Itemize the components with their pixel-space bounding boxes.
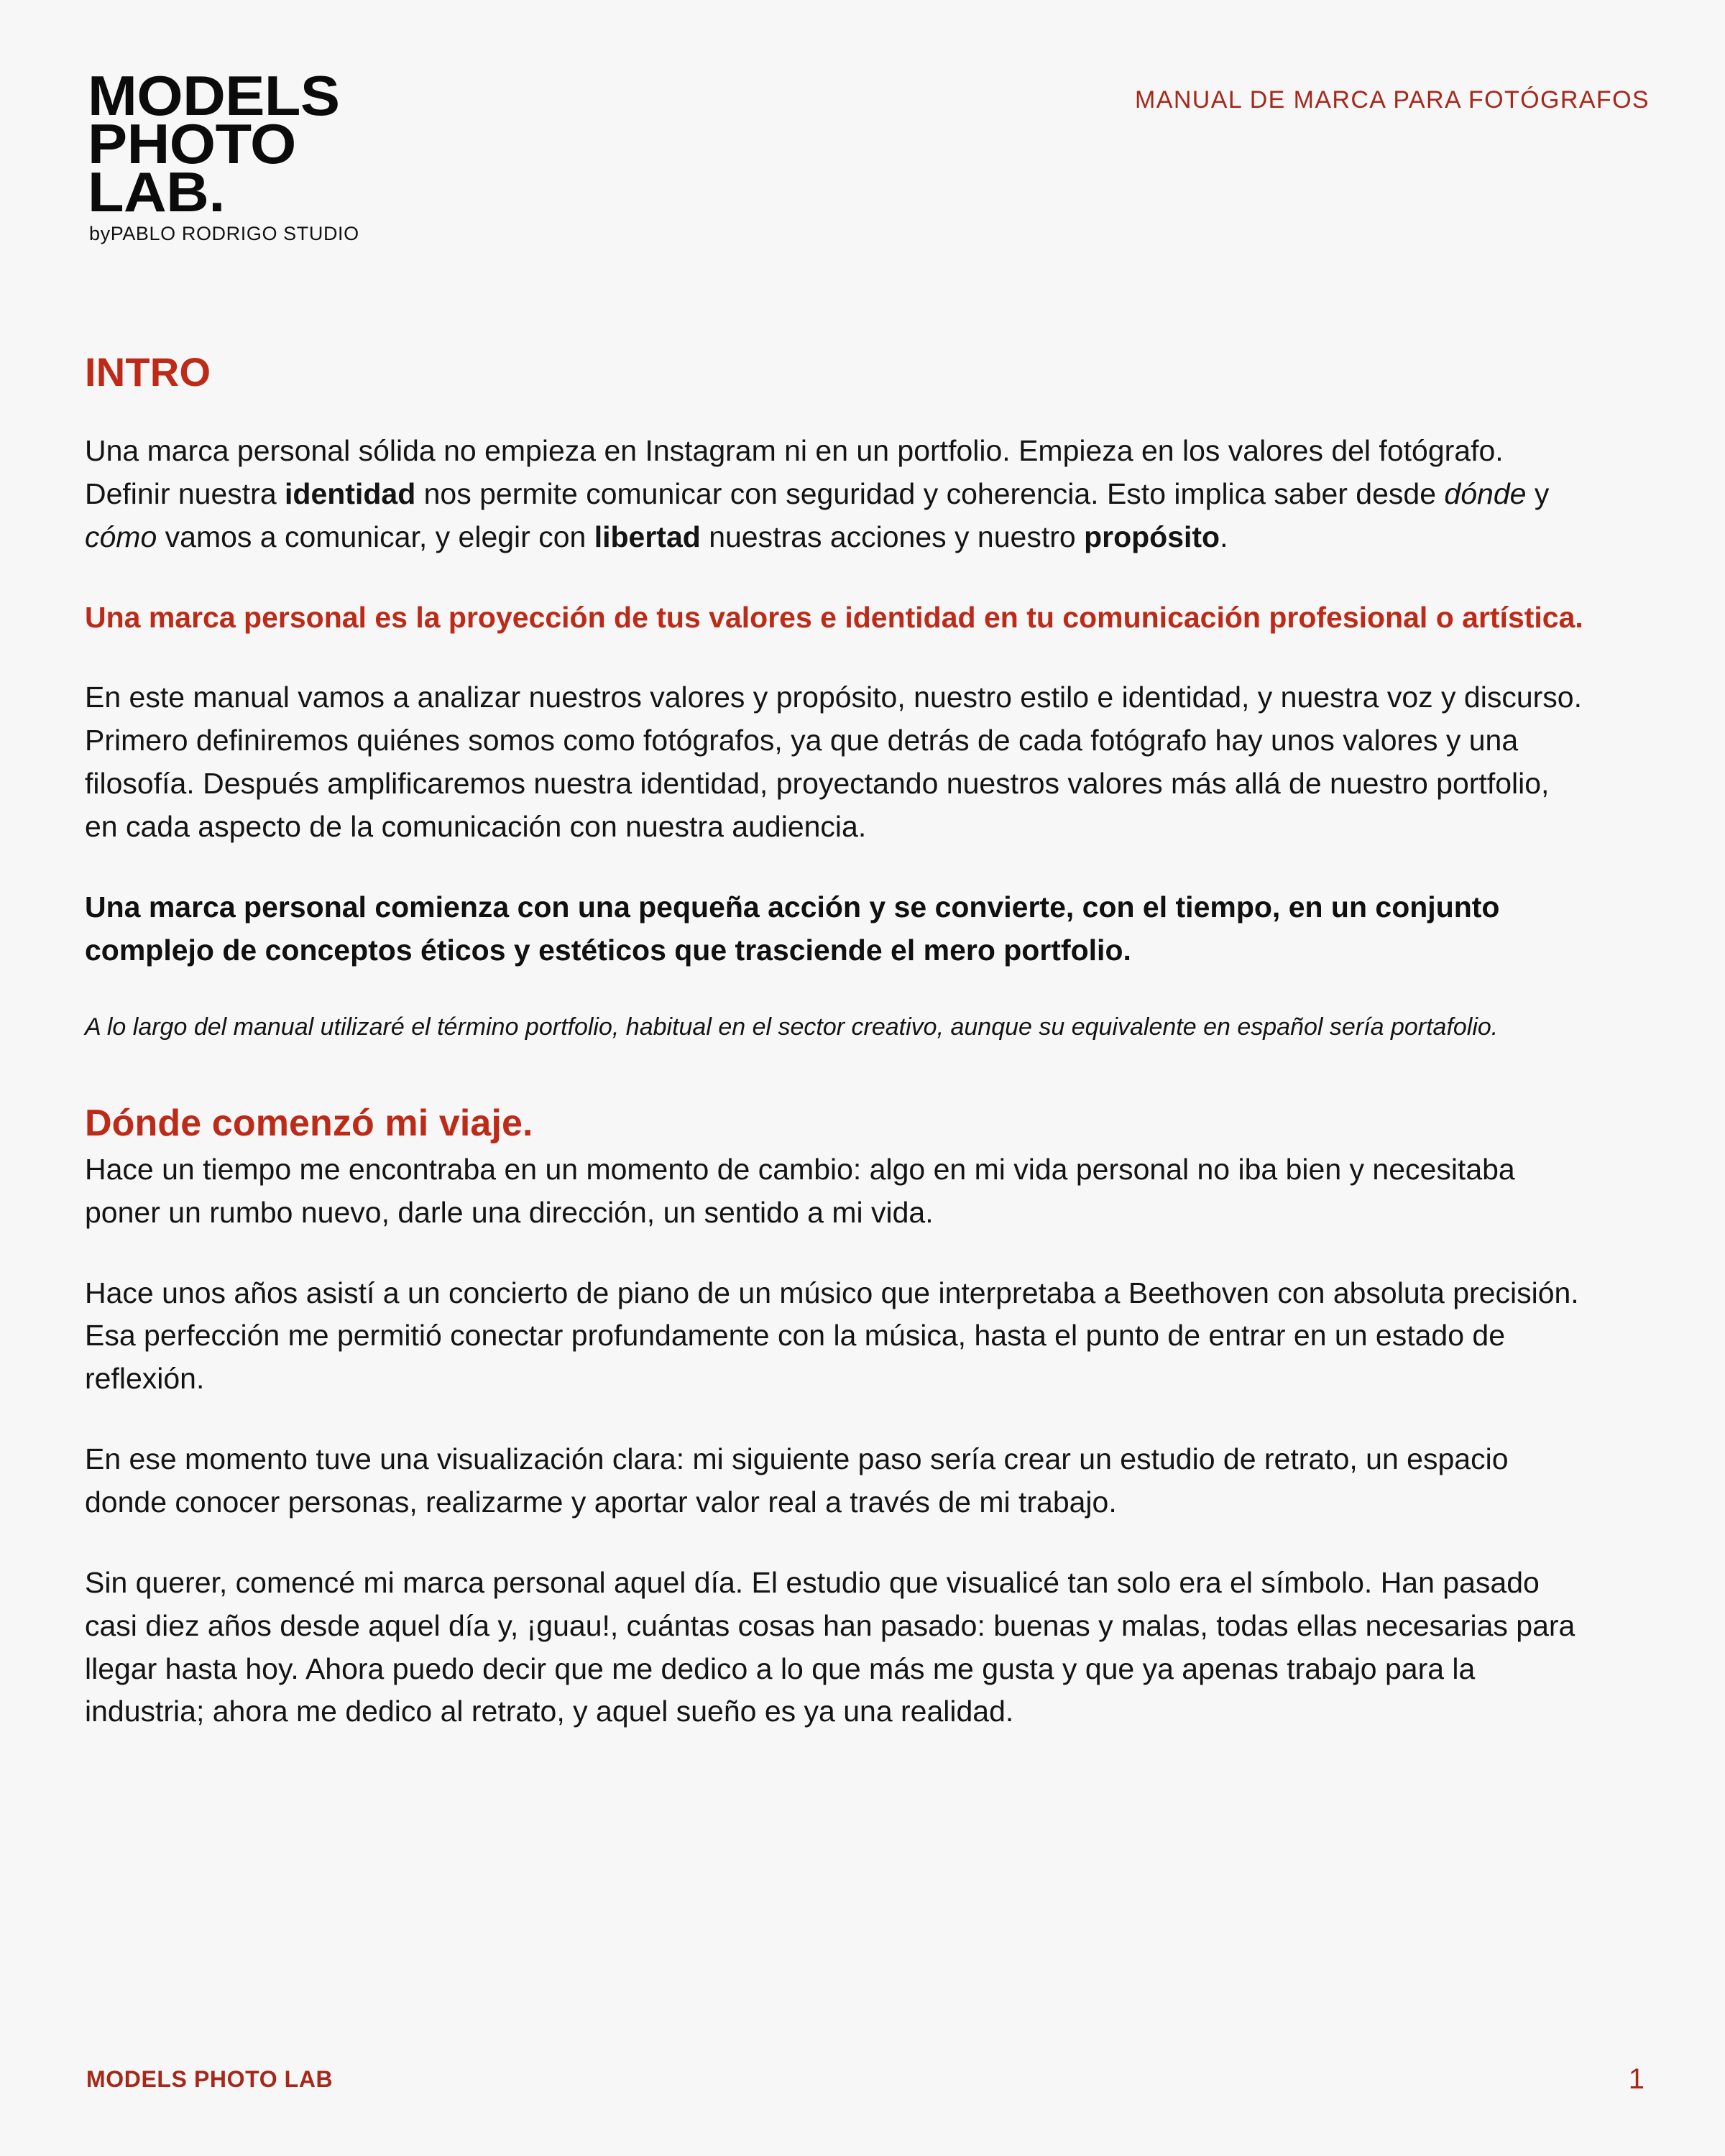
- subsection-title-viaje: Dónde comenzó mi viaje.: [85, 1102, 533, 1144]
- footer-page-number: 1: [1628, 2063, 1644, 2095]
- paragraph-intro-seg-1: Una marca personal sólida no empieza en Instagram ni en un portfolio. Empieza en los valores del fotógrafo. Definir nuestra: [85, 434, 1504, 510]
- logo-line-1: MODELS: [88, 64, 340, 127]
- paragraph-intro-seg-5: nuestras acciones y nuestro: [700, 520, 1085, 553]
- paragraph-intro-bold-proposito: propósito: [1084, 520, 1220, 553]
- paragraph-intro-seg-3: y: [1526, 476, 1550, 510]
- paragraph-note-portfolio: A lo largo del manual utilizaré el término portfolio, habitual en el sector creativo, aunque su equivalente en español sería portafolio.: [85, 1013, 1499, 1041]
- paragraph-marca-personal-realidad: Sin querer, comencé mi marca personal aquel día. El estudio que visualicé tan solo era el símbolo. Han pasado casi diez años desde aquel día y, ¡guau!, cuántas cosas han pasado: buenas y malas, todas ellas necesarias para llegar hasta hoy. Ahora puedo decir que me dedico a lo que más me gusta y que ya apenas trabajo para la industria; ahora me dedico al retrato, y aquel sueño es ya una realidad.: [85, 1565, 1576, 1728]
- paragraph-intro-italic-como: cómo: [85, 520, 157, 553]
- paragraph-intro: [85, 430, 1587, 559]
- paragraph-intro-seg-2: nos permite comunicar con seguridad y coherencia. Esto implica saber desde: [415, 476, 1445, 510]
- page-footer: [0, 2027, 1725, 2156]
- paragraph-visualizacion: En ese momento tuve una visualización clara: mi siguiente paso sería crear un estudio de retrato, un espacio donde conocer personas, realizarme y aportar valor real a través de mi trabajo.: [85, 1442, 1509, 1519]
- paragraph-accent-definicion: Una marca personal es la proyección de tus valores e identidad en tu comunicación profesional o artística.: [85, 600, 1583, 634]
- paragraph-concierto-piano: Hace unos años asistí a un concierto de piano de un músico que interpretaba a Beethoven con absoluta precisión. Esa perfección me permitió conectar profundamente con la música, hasta el punto de entrar en un estado de reflexión.: [85, 1276, 1579, 1396]
- paragraph-strong-marca-comienza: Una marca personal comienza con una pequeña acción y se convierte, con el tiempo, en un conjunto complejo de conceptos éticos y estéticos que trasciende el mero portfolio.: [85, 890, 1500, 967]
- paragraph-intro-italic-donde: dónde: [1444, 476, 1527, 510]
- logo-line-3: LAB.: [88, 160, 225, 224]
- paragraph-intro-seg-6: .: [1220, 520, 1228, 553]
- footer-brand: MODELS PHOTO LAB: [86, 2066, 334, 2092]
- paragraph-intro-bold-libertad: libertad: [594, 520, 701, 553]
- paragraph-intro-seg-4: vamos a comunicar, y elegir con: [157, 520, 594, 553]
- logo-byline: [89, 223, 533, 245]
- page-title: INTRO: [85, 349, 211, 395]
- brand-logo: [88, 64, 533, 245]
- paragraph-momento-cambio: Hace un tiempo me encontraba en un momento de cambio: algo en mi vida personal no iba bien y necesitaba poner un rumbo nuevo, darle una dirección, un sentido a mi vida.: [85, 1152, 1515, 1229]
- logo-line-2: PHOTO: [88, 112, 296, 176]
- header-title: MANUAL DE MARCA PARA FOTÓGRAFOS: [1135, 86, 1650, 114]
- logo-byline-studio: PABLO RODRIGO STUDIO: [110, 223, 359, 245]
- logo-wordmark: [88, 64, 560, 224]
- paragraph-intro-bold-identidad: identidad: [285, 476, 416, 510]
- document-body: [85, 349, 1587, 1769]
- paragraph-manual-overview: En este manual vamos a analizar nuestros valores y propósito, nuestro estilo e identidad, y nuestra voz y discurso. Primero definiremos quiénes somos como fotógrafos, ya que detrás de cada fotógrafo hay unos valores y una filosofía. Después amplificaremos nuestra identidad, proyectando nuestros valores más allá de nuestro portfolio, en cada aspecto de la comunicación con nuestra audiencia.: [85, 681, 1582, 844]
- logo-byline-prefix: by: [89, 223, 111, 245]
- page-header: [0, 0, 1725, 302]
